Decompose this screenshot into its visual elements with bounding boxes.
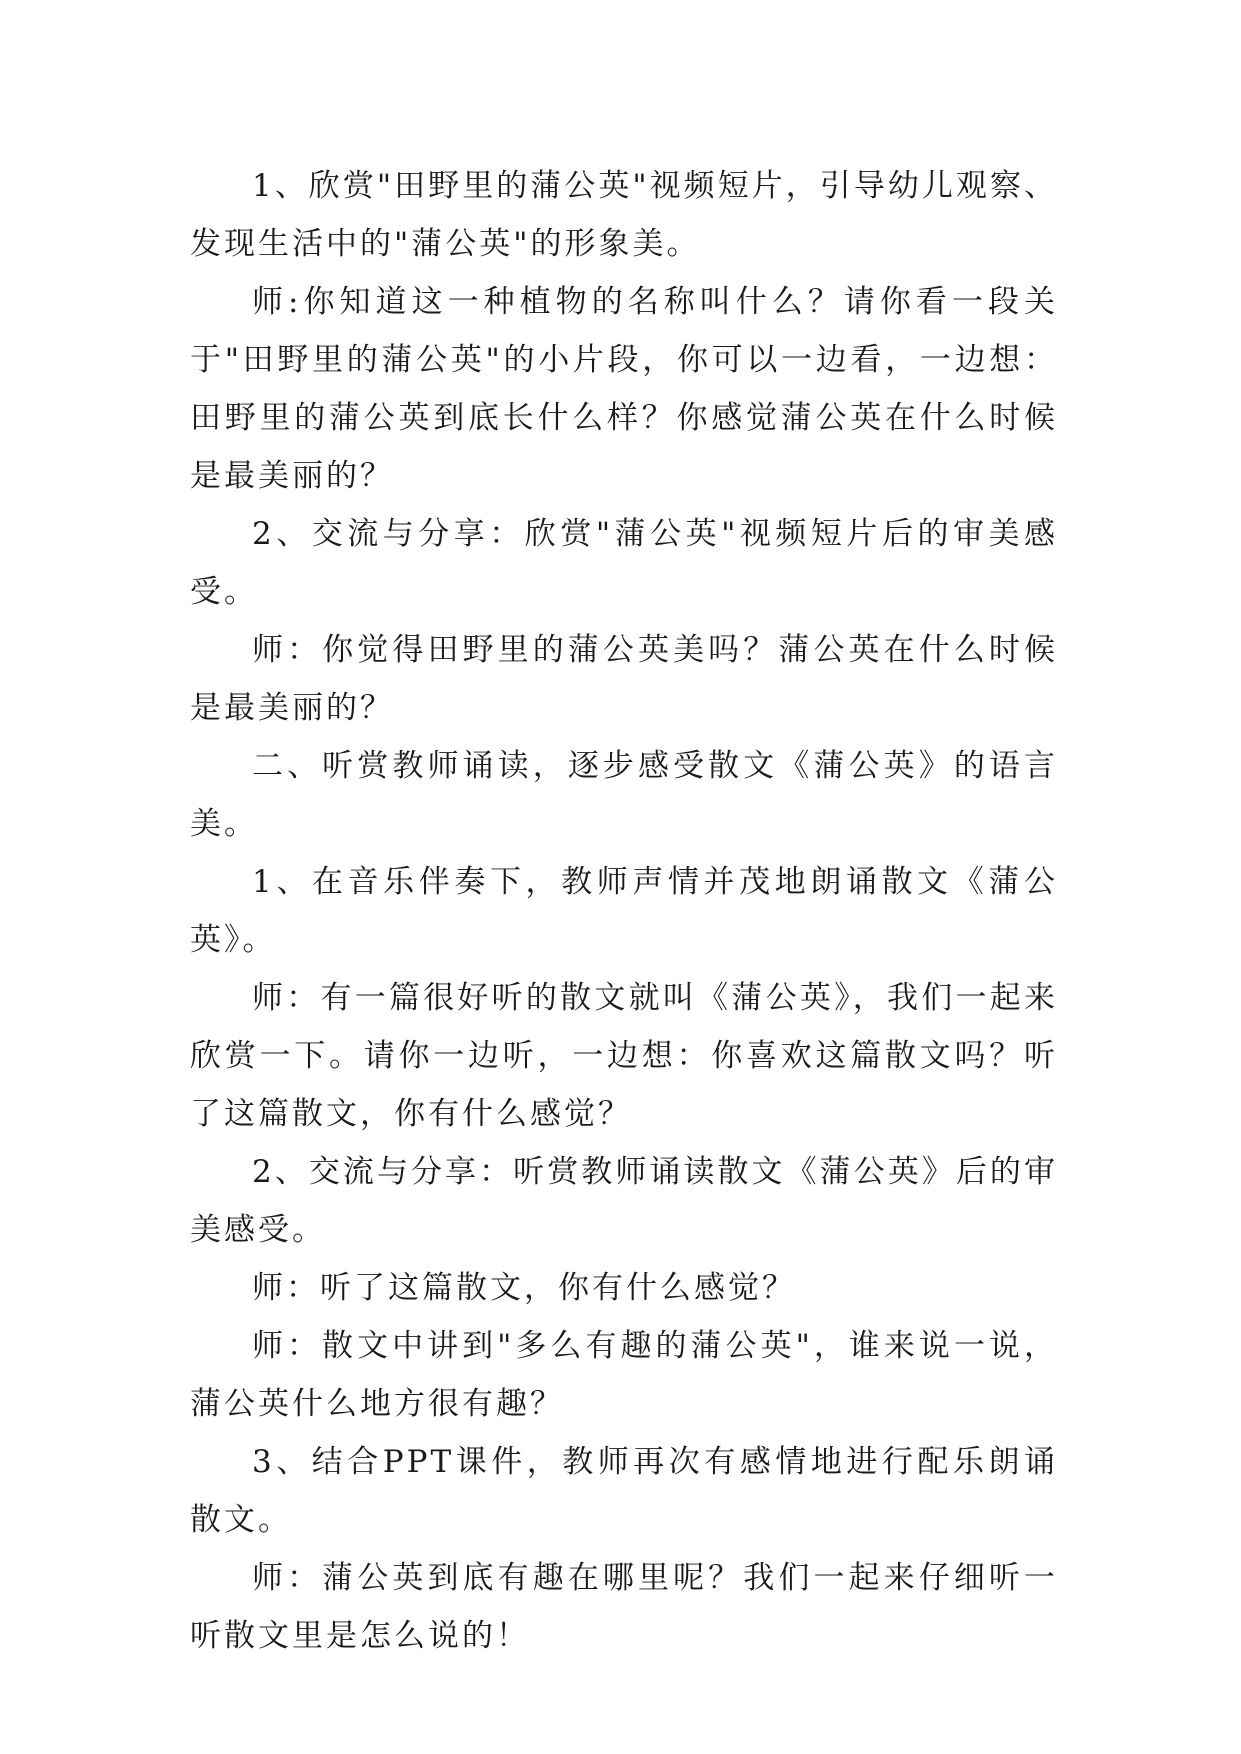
- paragraph: 1、欣赏"田野里的蒲公英"视频短片，引导幼儿观察、发现生活中的"蒲公英"的形象美。: [190, 168, 1058, 262]
- paragraph: 3、结合PPT课件，教师再次有感情地进行配乐朗诵散文。: [190, 1444, 1058, 1538]
- paragraph: 师：听了这篇散文，你有什么感觉？: [252, 1270, 796, 1306]
- paragraph: 师：有一篇很好听的散文就叫《蒲公英》，我们一起来欣赏一下。请你一边听，一边想：你喜欢这篇散文吗？听了这篇散文，你有什么感觉？: [190, 980, 1058, 1132]
- paragraph: 师：散文中讲到"多么有趣的蒲公英"，谁来说一说，蒲公英什么地方很有趣？: [190, 1328, 1058, 1422]
- document-body: [190, 157, 1058, 1665]
- paragraph: 2、交流与分享：听赏教师诵读散文《蒲公英》后的审美感受。: [190, 1154, 1058, 1248]
- paragraph: 师：蒲公英到底有趣在哪里呢？我们一起来仔细听一听散文里是怎么说的！: [190, 1560, 1058, 1654]
- paragraph: 2、交流与分享：欣赏"蒲公英"视频短片后的审美感受。: [190, 516, 1058, 610]
- paragraph: 师：你觉得田野里的蒲公英美吗？蒲公英在什么时候是最美丽的？: [190, 632, 1058, 726]
- paragraph: 师:你知道这一种植物的名称叫什么？请你看一段关于"田野里的蒲公英"的小片段，你可以一边看，一边想：田野里的蒲公英到底长什么样？你感觉蒲公英在什么时候是最美丽的？: [190, 284, 1058, 494]
- paragraph: 1、在音乐伴奏下，教师声情并茂地朗诵散文《蒲公英》。: [190, 864, 1058, 958]
- paragraph: 二、听赏教师诵读，逐步感受散文《蒲公英》的语言美。: [190, 748, 1058, 842]
